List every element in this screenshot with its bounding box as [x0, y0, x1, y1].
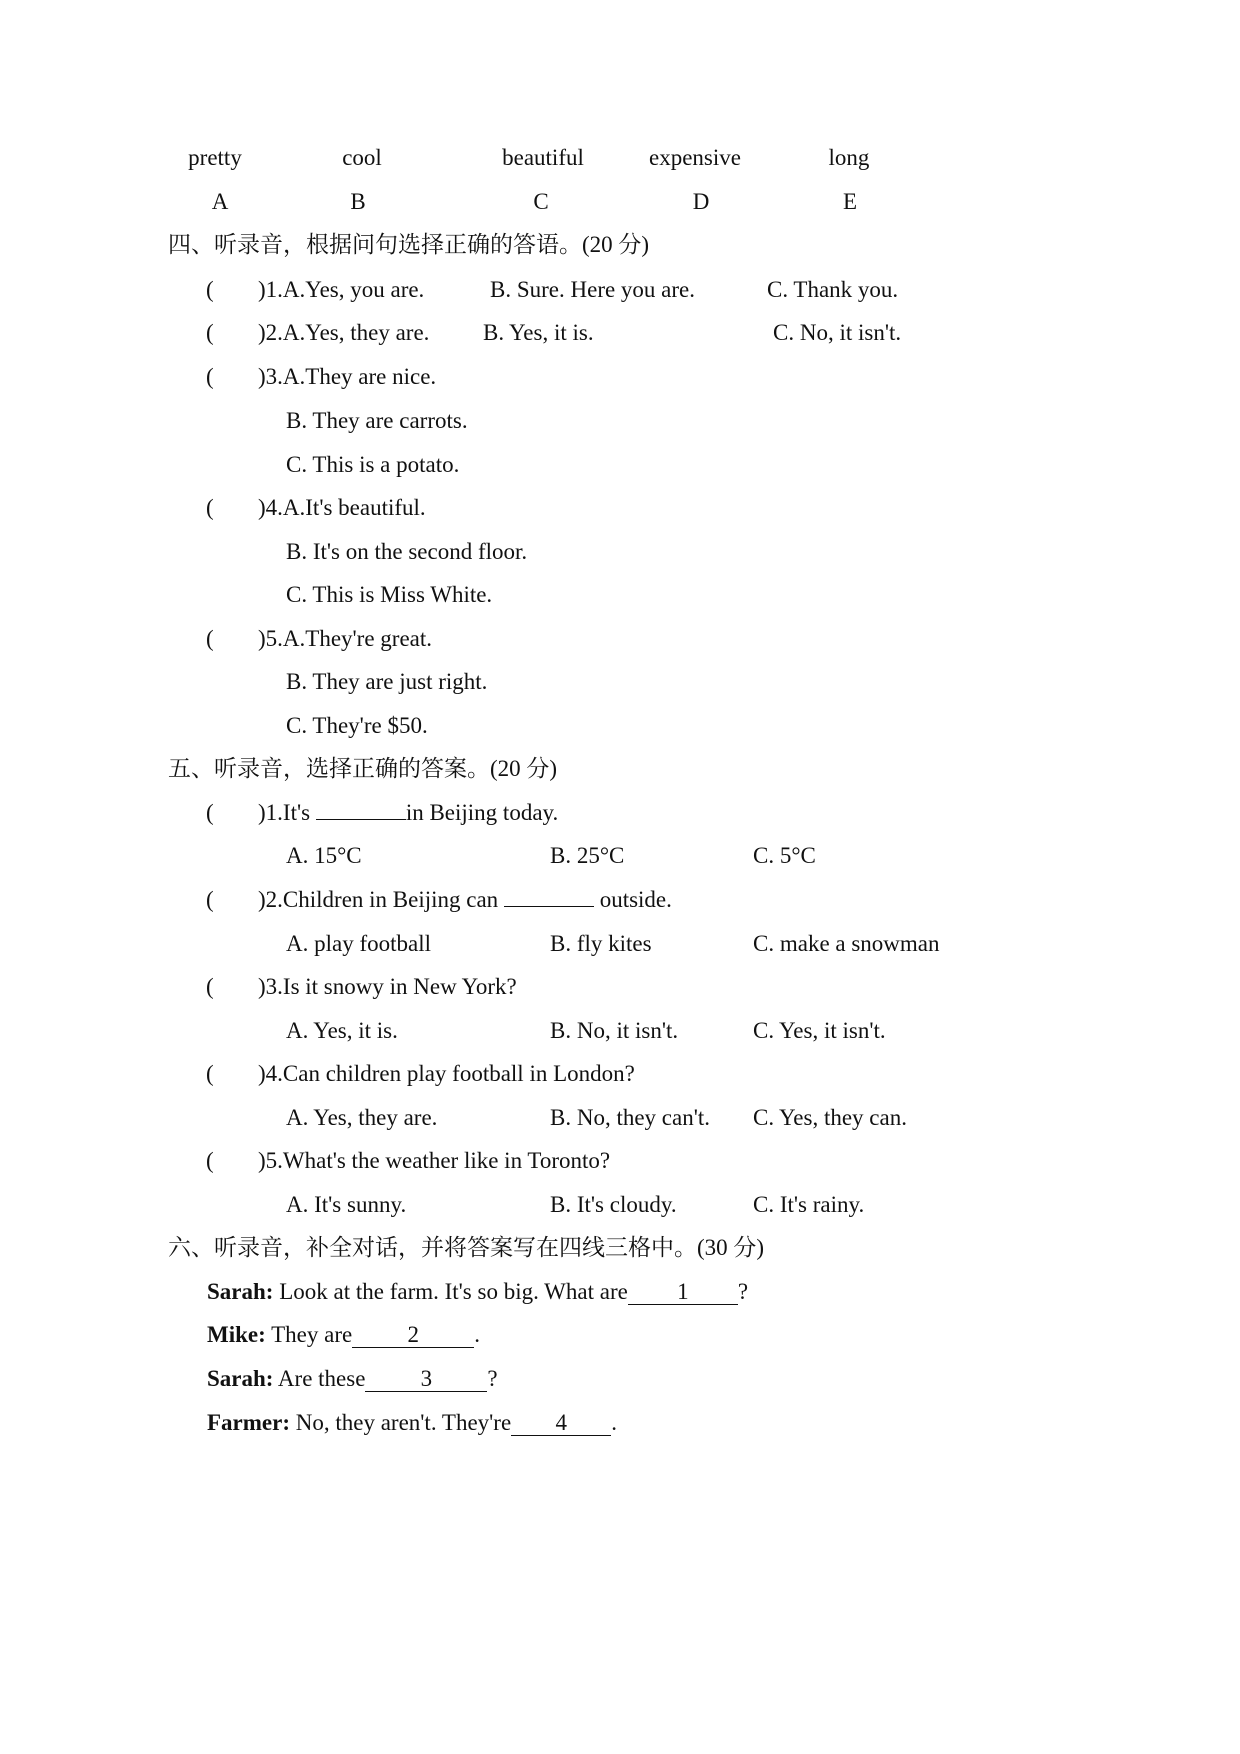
s4-q1-option-c: C. Thank you. — [767, 277, 899, 302]
s5-q2-option-a: A. play football — [286, 931, 431, 956]
s5-q1-option-b: B. 25°C — [550, 843, 625, 868]
s4-q2-option-c: C. No, it isn't. — [773, 320, 902, 345]
s4-q3-option-b: B. They are carrots. — [286, 408, 468, 433]
s5-q3-option-c: C. Yes, it isn't. — [753, 1018, 886, 1043]
dialogue-line-4 — [207, 1411, 617, 1436]
s5-q5-text: )5.What's the weather like in Toronto? — [258, 1148, 611, 1173]
s5-q4-option-c: C. Yes, they can. — [753, 1105, 907, 1130]
speaker-sarah: Sarah: — [207, 1366, 274, 1391]
letter-d: D — [692, 189, 710, 214]
speaker-sarah: Sarah: — [207, 1279, 274, 1304]
word-cool: cool — [342, 145, 382, 170]
section6-heading: 六、听录音，补全对话，并将答案写在四线三格中。(30 分) — [168, 1235, 765, 1260]
word-pretty: pretty — [188, 145, 242, 170]
s5-q1-pre: )1.It's — [258, 800, 316, 825]
word-beautiful: beautiful — [502, 145, 584, 170]
answer-paren: ( — [206, 626, 214, 651]
line-3-text: Are these — [273, 1366, 366, 1391]
section4-heading: 四、听录音，根据问句选择正确的答语。(20 分) — [168, 232, 650, 257]
answer-paren: ( — [206, 277, 214, 302]
letter-a: A — [211, 189, 229, 214]
s5-q5-option-c: C. It's rainy. — [753, 1192, 865, 1217]
answer-paren: ( — [206, 364, 214, 389]
line-4-end: . — [611, 1410, 617, 1435]
word-long: long — [828, 145, 870, 170]
line-2-end: . — [474, 1322, 480, 1347]
s4-q4-label: )4.A.It's beautiful. — [258, 495, 426, 520]
speaker-mike: Mike: — [207, 1322, 266, 1347]
s4-q1-option-b: B. Sure. Here you are. — [490, 277, 696, 302]
s5-q2-blank — [504, 906, 594, 907]
s5-q1-option-c: C. 5°C — [753, 843, 816, 868]
answer-paren: ( — [206, 1148, 214, 1173]
s5-q2-pre: )2.Children in Beijing can — [258, 887, 504, 912]
dialogue-line-2 — [207, 1323, 480, 1348]
answer-paren: ( — [206, 1061, 214, 1086]
answer-paren: ( — [206, 800, 214, 825]
s5-q5-option-a: A. It's sunny. — [286, 1192, 407, 1217]
s5-q3-text: )3.Is it snowy in New York? — [258, 974, 517, 999]
s5-q3-option-a: A. Yes, it is. — [286, 1018, 398, 1043]
line-4-text: No, they aren't. They're — [290, 1410, 512, 1435]
line-1-text: Look at the farm. It's so big. What are — [273, 1279, 628, 1304]
s4-q3-label: )3.A.They are nice. — [258, 364, 437, 389]
s5-q4-option-a: A. Yes, they are. — [286, 1105, 438, 1130]
speaker-farmer: Farmer: — [207, 1410, 290, 1435]
blank-3: 3 — [365, 1367, 487, 1392]
s5-q2-text — [258, 888, 672, 911]
s5-q1-option-a: A. 15°C — [286, 843, 362, 868]
s4-q2-option-b: B. Yes, it is. — [483, 320, 594, 345]
s4-q1-label: )1.A.Yes, you are. — [258, 277, 425, 302]
letter-b: B — [350, 189, 366, 214]
s4-q5-label: )5.A.They're great. — [258, 626, 433, 651]
s5-q1-text — [258, 801, 558, 824]
letter-e: E — [842, 189, 858, 214]
s4-q5-option-c: C. They're $50. — [286, 713, 428, 738]
s5-q2-post: outside. — [593, 887, 672, 912]
s4-q3-option-c: C. This is a potato. — [286, 452, 460, 477]
line-3-end: ? — [487, 1366, 498, 1391]
word-expensive: expensive — [649, 145, 741, 170]
s4-q2-label: )2.A.Yes, they are. — [258, 320, 430, 345]
s5-q2-option-b: B. fly kites — [550, 931, 652, 956]
s4-q4-option-c: C. This is Miss White. — [286, 582, 493, 607]
answer-paren: ( — [206, 320, 214, 345]
s5-q4-text: )4.Can children play football in London? — [258, 1061, 635, 1086]
s5-q3-option-b: B. No, it isn't. — [550, 1018, 679, 1043]
s4-q4-option-b: B. It's on the second floor. — [286, 539, 528, 564]
s5-q2-option-c: C. make a snowman — [753, 931, 940, 956]
answer-paren: ( — [206, 495, 214, 520]
s5-q5-option-b: B. It's cloudy. — [550, 1192, 677, 1217]
answer-paren: ( — [206, 974, 214, 999]
line-1-end: ? — [737, 1279, 749, 1304]
section5-heading: 五、听录音，选择正确的答案。(20 分) — [168, 756, 558, 781]
blank-4: 4 — [511, 1411, 611, 1436]
dialogue-line-3 — [207, 1367, 498, 1392]
s4-q5-option-b: B. They are just right. — [286, 669, 488, 694]
line-2-text: They are — [265, 1322, 353, 1347]
dialogue-line-1 — [207, 1280, 748, 1305]
blank-2: 2 — [352, 1323, 474, 1348]
s5-q4-option-b: B. No, they can't. — [550, 1105, 711, 1130]
s5-q1-blank — [316, 819, 406, 820]
answer-paren: ( — [206, 887, 214, 912]
s5-q1-post: in Beijing today. — [405, 800, 559, 825]
letter-c: C — [533, 189, 549, 214]
blank-1: 1 — [628, 1280, 738, 1305]
